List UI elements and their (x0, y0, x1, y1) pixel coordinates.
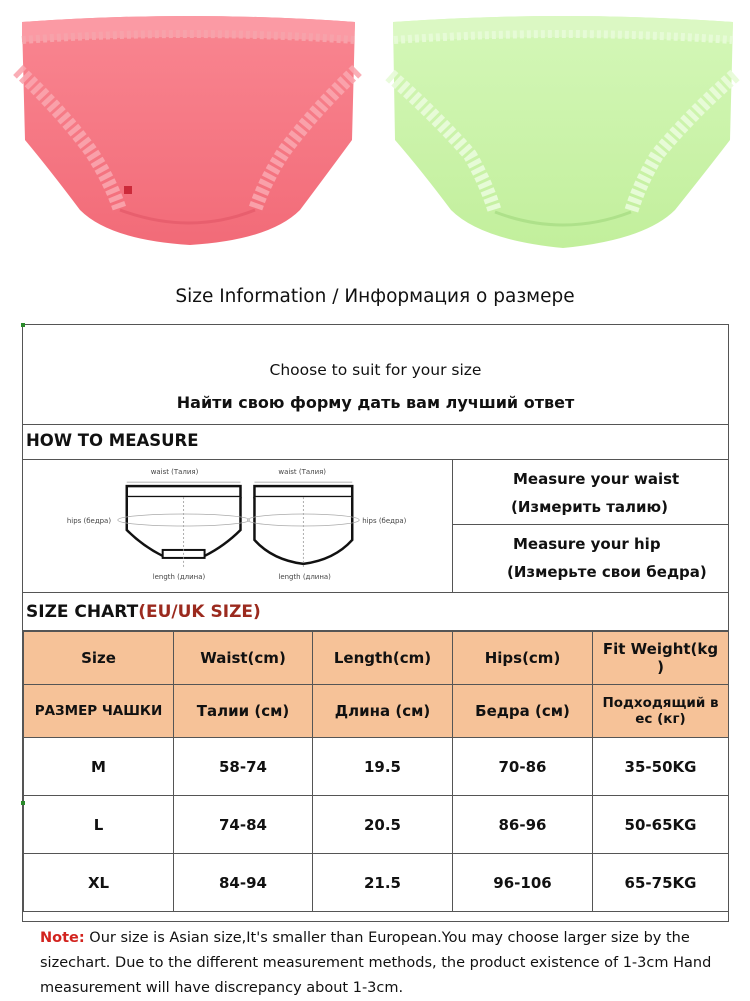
measure-hip-cell (453, 525, 728, 592)
length-label-back: length (длина) (278, 572, 331, 581)
length-cell: 20.5 (313, 796, 453, 854)
size-chart-table (23, 631, 729, 912)
waist-cell: 74-84 (174, 796, 313, 854)
size-note (40, 926, 740, 1001)
choose-section (23, 325, 728, 425)
length-cell: 21.5 (313, 854, 453, 912)
green-brief-image (375, 0, 750, 270)
header-cell: Бедра (см) (453, 685, 593, 738)
measure-waist-russian: (Измерить талию) (511, 498, 668, 516)
waist-label-back: waist (Талия) (278, 468, 327, 477)
header-cell: Hips(cm) (453, 632, 593, 685)
measure-hip-russian: (Измерьте свои бедра) (507, 563, 707, 581)
hips-cell: 70-86 (453, 738, 593, 796)
hips-cell: 96-106 (453, 854, 593, 912)
waist-label-front: waist (Талия) (150, 468, 199, 477)
table-row (24, 854, 729, 912)
measure-section (23, 460, 728, 593)
header-cell: Size (24, 632, 174, 685)
table-header-row-english (24, 632, 729, 685)
size-cell: L (24, 796, 174, 854)
measure-waist-cell (453, 460, 728, 525)
header-cell: РАЗМЕР ЧАШКИ (24, 685, 174, 738)
weight-cell: 50-65KG (593, 796, 729, 854)
measure-diagram (23, 460, 453, 592)
size-info-panel (22, 324, 729, 922)
size-chart-title (26, 602, 261, 622)
table-row (24, 796, 729, 854)
size-chart-header (23, 593, 728, 631)
hips-cell: 86-96 (453, 796, 593, 854)
header-cell: Fit Weight(kg ) (593, 632, 729, 685)
hips-label-front: hips (бедра) (66, 517, 112, 526)
size-cell: XL (24, 854, 174, 912)
choose-russian: Найти свою форму дать вам лучший ответ (176, 393, 575, 412)
table-header-row-russian (24, 685, 729, 738)
measure-hip-english: Measure your hip (513, 535, 661, 553)
length-label-front: length (длина) (152, 572, 206, 581)
header-cell: Длина (см) (313, 685, 453, 738)
header-cell: Waist(cm) (174, 632, 313, 685)
back-waistband (254, 486, 352, 497)
choose-english: Choose to suit for your size (269, 361, 482, 379)
size-cell: M (24, 738, 174, 796)
how-to-measure-title: HOW TO MEASURE (26, 431, 199, 450)
measure-waist-english: Measure your waist (513, 470, 680, 488)
waist-cell: 84-94 (174, 854, 313, 912)
hips-label-back: hips (бедра) (362, 517, 407, 526)
size-chart-title-main: SIZE CHART (26, 602, 139, 622)
header-cell: Талии (см) (174, 685, 313, 738)
length-cell: 19.5 (313, 738, 453, 796)
how-to-measure-header (23, 425, 728, 460)
weight-cell: 35-50KG (593, 738, 729, 796)
note-text: Our size is Asian size,It's smaller than European.You may choose larger size by the sizechart. Due to the different measurement methods, the product existence of 1-3cm Hand measurement will have discrepancy about 1-3cm. (40, 930, 712, 996)
header-cell: Length(cm) (313, 632, 453, 685)
pink-brief-image (0, 0, 375, 270)
size-info-title: Size Information / Информация о размере (175, 286, 575, 307)
table-row (24, 738, 729, 796)
weight-cell: 65-75KG (593, 854, 729, 912)
size-chart-title-region: (EU/UK SIZE) (138, 602, 261, 622)
corner-marker (21, 801, 25, 805)
note-label: Note: (40, 930, 85, 946)
waist-cell: 58-74 (174, 738, 313, 796)
header-cell: Подходящий в ес (кг) (593, 685, 729, 738)
front-waistband (127, 486, 241, 497)
